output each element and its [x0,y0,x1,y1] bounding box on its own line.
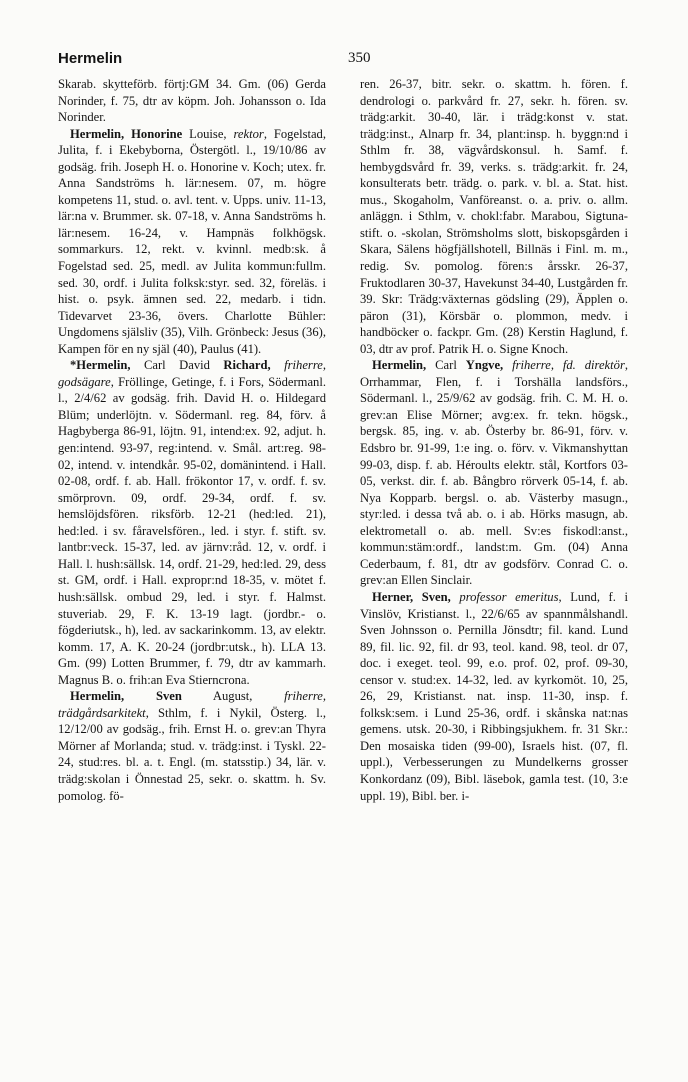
occupation: friherre, godsägare [58,358,326,389]
headword: *Hermelin, [70,358,131,373]
running-head: Hermelin [58,50,123,67]
entry-sven-hermelin [58,688,326,804]
entry-text: , Lund, f. i Vinslöv, Kristianst. l., 22/6/65 av spannmålshandl. Sven Johnsson o. Pernilla Jönsdtr; fil. kand. Lund 89, fil. lic. 92, fil. dr 93, teol. kand. 98, teol. dr 07, doc. i exeget. teol. 99, e.o. prof. 02, prof. 09-30, censor v. stud:ex. 14-32, led. av kyrkomöt. 10, 25, 26, 29, Kristianst. nat. insp. 11-30, insp. f. folksk:sem. i Lund 25-36, ordf. i skånska nat:nas gemens. utsk. 20-30, i Ribbingsjukhem. fr. 31 Skr.: Den mosaiska tiden (99-00), Israels hist. (07, fl. uppl.), Verbesserungen zu Mundelkerns grosser Konkordanz (09), Bibl. läsebok, gamla test. (10, 3:e uppl. 19), Bibl. ber. i- [360,589,628,803]
entry-yngve-hermelin [360,357,628,589]
occupation: rektor [233,126,264,141]
entry-text: , Sthlm, f. i Nykil, Österg. l., 12/12/00 av godsäg., frih. Ernst H. o. grev:an Thyra Mörner af Morlanda; stud. v. trädg:inst. i Tyskl. 22-24, stud:res. bl. a. t. Engl. (m. statsstip.) 34, lär. v. trädg:skolan i Önnestad 25, sekr. o. skattm. h. Sv. pomolog. fö- [58,705,326,803]
given-names: Carl [426,358,466,373]
occupation: professor emeritus [450,589,559,604]
entry-sven-herner [360,589,628,804]
page-header [58,50,626,70]
headword: Hermelin, Sven [70,689,182,704]
entry-honorine-hermelin [58,126,326,358]
occupation: friherre, fd. direktör [503,358,625,373]
page-number: 350 [348,50,371,66]
occupation: friherre, trädgårdsarkitekt [58,689,327,720]
headword-calling-name: Yngve, [465,358,504,373]
entry-text: , Orrhammar, Flen, f. i Torshälla landsförs., Södermanl. l., 25/9/62 av godsäg. frih. C. M. H. o. grev:an Elise Mörner; avg:ex. fr. tekn. högsk., bergsk. 85, ing. v. ab. Österby br. 86-91, förv. v. Edsbro br. 91-99, 1:e ing. o. förv. v. Vikmanshyttan 99-03, disp. f. ab. Héroults elektr. stål, Kortfors 03-05, verkst. dir. f. ab. Bångbro rörverk 05-14, f. ab. Nya Kopparb. bergsl. o. ab. Västerby masugn., styr:led. i dessa två ab. o. i ab. Hörks masugn, ab. elektrometall o. ab. mell. Sv:es fiskodl:anst., kommun:stäm:ordf., landst:m. Gm. (04) Anna Cederbaum, f. 81, dtr av godsförv. Conrad C. o. grev:an Ellen Sinclair. [360,358,629,588]
headword: Herner, Sven, [372,589,451,604]
given-names: Carl David [130,358,224,373]
right-column [360,76,628,804]
headword: Hermelin, [372,358,427,373]
given-names: Louise, [182,126,234,141]
given-names: August, [181,689,285,704]
left-column [58,76,326,804]
entry-text: ren. 26-37, bitr. sekr. o. skattm. h. fören. f. dendrologi o. parkvård fr. 27, sekr. h. fören. sv. trädg:arkit. 30-40, lär. i trädg:konst v. stat. trädg:inst., Alnarp fr. 34, plant:insp. h. byggn:nd i Sthlm fr. 38, vägvårdskonsul. h. Samf. f. hembygdsvård fr. 39, verks. s. trädg:arkit. fr. 24, konsulterats betr. trädg. o. park. v. bl. a. Stat. hist. mus., Skogaholm, Vanföreanst. o. a. priv. o. allm. anläggn. i Sthlm, v. chokl:fabr. Marabou, Sigtuna-stift. o. -skolan, Strömsholms slott, biskopsgården i Skara, Sälens högfjällshotell, Billnäs i Finl. m. m., redig. Sv. pomolog. fören:s årsskr. 26-37, Fruktodlaren 30-37, Havekunst 34-40, Lustgården fr. 39. Skr: Trädg:växternas gödsling (29), Äpplen o. päron (31), Körsbär o. plommon, medv. i handböcker o. fackpr. Gm. (28) Kerstin Haglund, f. 03, dtr av prof. Patrik H. o. Signe Knoch. [360,77,628,356]
entry-text: , Fogelstad, Julita, f. i Ekebyborna, Östergötl. l., 19/10/86 av godsäg. frih. Joseph H. o. Honorine v. Koch; utex. fr. Anna Sandströms h. lär:nesem. 07, m. högre kompetens 11, stud. o. avl. tent. v. Upps. univ. 11-13, lär:na v. Brummer. sk. 07-18, v. Anna Sandströms h. lär:nesem. 16-24, v. Hampnäs folkhögsk. sommarkurs. 12, rekt. v. kvinnl. medb:sk. å Fogelstad sed. 25, medl. av Julita kommun:fullm. sed. 30, ordf. i Julita folksk:styr. sed. 32, föreläs. i hist. o. psyk. ämnen sed. 22, medarb. i tidn. Tidevarvet 23-36, övers. Charlotte Bühler: Ungdomens själsliv (35), Vilh. Grönbeck: Jesus (36), Kampen för en ny själ (40), Paulus (41). [58,126,327,356]
headword: Hermelin, Honorine [70,126,183,141]
headword-calling-name: Richard, [223,358,271,373]
entry-text: , Fröllinge, Getinge, f. i Fors, Södermanl. l., 2/4/62 av godsäg. frih. David H. o. Hildegard Blüm; underlöjtn. v. Södermanl. reg. 84, förv. å Hagbyberga 86-91, löjtn. 91, intend:ex. 92, adjut. h. gen:intend. 93-97, reg:intend. v. Smål. art:reg. 98-02, intend. v. intendkår. 95-02, domänintend. i Hall. 02-08, ordf. f. ab. Hall. frökontor 17, v. ordf. f. sv. smörprovn. 09, ordf. 29-34, ordf. f. sv. hemslöjdsfören. riksförb. 12-21 (hed:led. 21), hed:led. i sv. fåravelsfören., led. i styr. f. stift. sv. lantbr:veck. 15-37, led. av järnv:råd. 12, v. ordf. i Hall. l. hush:sällsk. 14, ordf. 21-29, hed:led. 29, dess st. GM, ordf. i Hall. expropr:nd 18-35, v. mötet f. hush:sällsk. ombud 29, led. i styr. f. Halmst. stuveriab. 29, F. K. 13-19 lagt. (jordbr.- o. fögderiutsk., h), led. av sackarinkomm. 13, av elektr. komm. 17, A. K. 20-24 (jordbr:utsk., h). LLA 13. Gm. (99) Lotten Brummer, f. 79, dtr av kammarh. Magnus B. o. frih:an Eva Stierncrona. [58,374,326,687]
entry-text: Skarab. skytteförb. förtj:GM 34. Gm. (06) Gerda Norinder, f. 75, dtr av köpm. Joh. Johansson o. Ida Norinder. [58,77,326,125]
continued-entry [58,76,326,126]
entry-richard-hermelin [58,357,326,688]
continued-entry [360,76,628,357]
